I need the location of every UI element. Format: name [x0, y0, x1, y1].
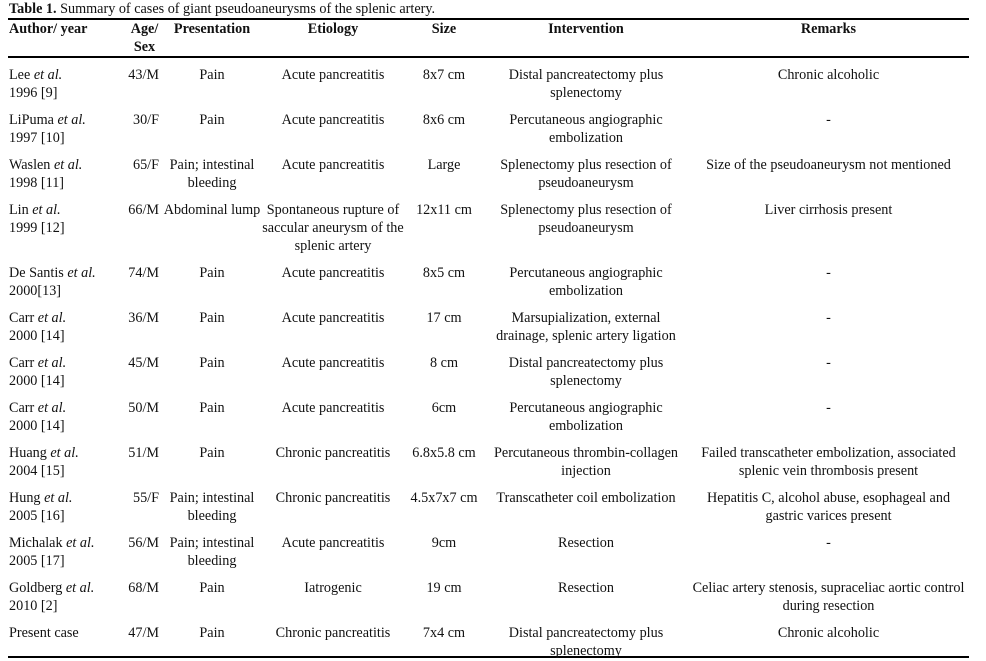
- header-presentation: Presentation: [173, 21, 251, 37]
- author-name: Carr: [9, 355, 35, 371]
- author-year: 1997 [10]: [9, 130, 65, 146]
- author-year: 2005 [16]: [9, 508, 65, 524]
- cell-etiology: Chronic pancreatitis: [275, 490, 391, 506]
- cell-size: Large: [427, 157, 461, 173]
- author-name: Waslen: [9, 157, 51, 173]
- cell-etiology: Chronic pancreatitis: [275, 445, 391, 461]
- cell-etiology: Acute pancreatitis: [281, 265, 385, 281]
- cell-age-sex: 68/M: [128, 580, 159, 596]
- author-etal: et al.: [46, 445, 79, 461]
- cell-author: [8, 103, 122, 148]
- cell-remarks: Size of the pseudoaneurysm not mentioned: [706, 157, 951, 173]
- author-name: Present case: [9, 625, 79, 641]
- author-etal: et al.: [34, 400, 67, 416]
- author-etal: et al.: [28, 202, 61, 218]
- cell-presentation: Pain: [199, 445, 225, 461]
- cell-remarks: Failed transcatheter embolization, associated splenic vein thrombosis present: [701, 445, 956, 479]
- table-row: [8, 391, 969, 436]
- author-name: Goldberg: [9, 580, 63, 596]
- author-etal: et al.: [63, 265, 96, 281]
- table-row: [8, 256, 969, 301]
- cell-intervention: Distal pancreatectomy plus splenectomy: [508, 67, 664, 101]
- author-year: 2005 [17]: [9, 553, 65, 569]
- cell-etiology: Acute pancreatitis: [281, 535, 385, 551]
- cell-presentation: Pain: [199, 265, 225, 281]
- cell-presentation: Pain: [199, 580, 225, 596]
- cell-age-sex: 51/M: [128, 445, 159, 461]
- cell-remarks: -: [826, 265, 831, 281]
- cell-presentation: Pain; intestinal bleeding: [169, 490, 255, 524]
- cell-presentation: Pain; intestinal bleeding: [169, 535, 255, 569]
- cell-size: 6cm: [431, 400, 457, 416]
- author-year: 1998 [11]: [9, 175, 65, 191]
- table-row: [8, 616, 969, 661]
- cell-age-sex: 56/M: [128, 535, 159, 551]
- cell-remarks: Celiac artery stenosis, supraceliac aortic control during resection: [692, 580, 965, 614]
- cell-intervention: Percutaneous angiographic embolization: [509, 112, 663, 146]
- author-etal: et al.: [62, 580, 95, 596]
- author-name: Lin: [9, 202, 29, 218]
- cell-author: [8, 346, 122, 391]
- cell-author: [8, 481, 122, 526]
- cell-intervention: Marsupialization, external drainage, splenic artery ligation: [496, 310, 676, 344]
- cell-age-sex: 45/M: [128, 355, 159, 371]
- cell-size: 17 cm: [426, 310, 462, 326]
- cell-age-sex: 47/M: [128, 625, 159, 641]
- author-year: 1999 [12]: [9, 220, 65, 236]
- cell-intervention: Percutaneous thrombin-collagen injection: [494, 445, 678, 479]
- cell-remarks: Hepatitis C, alcohol abuse, esophageal and gastric varices present: [706, 490, 951, 524]
- cell-remarks: Chronic alcoholic: [777, 625, 880, 641]
- cell-author: [8, 571, 122, 616]
- cell-age-sex: 65/F: [132, 157, 159, 173]
- table-label: Table 1.: [9, 1, 57, 17]
- author-year: 2000 [14]: [9, 328, 65, 344]
- cell-remarks: Liver cirrhosis present: [764, 202, 893, 218]
- author-name: Hung: [9, 490, 41, 506]
- cell-etiology: Chronic pancreatitis: [275, 625, 391, 641]
- author-year: 1996 [9]: [9, 85, 58, 101]
- cell-size: 8x6 cm: [422, 112, 466, 128]
- cell-size: 8x5 cm: [422, 265, 466, 281]
- table-row: [8, 103, 969, 148]
- cell-author: [8, 58, 122, 103]
- cell-presentation: Abdominal lump: [163, 202, 261, 218]
- cell-presentation: Pain: [199, 310, 225, 326]
- cell-intervention: Transcatheter coil embolization: [496, 490, 676, 506]
- header-etiology: Etiology: [307, 21, 359, 37]
- cell-intervention: Distal pancreatectomy plus splenectomy: [508, 355, 664, 389]
- cell-etiology: Acute pancreatitis: [281, 310, 385, 326]
- cell-presentation: Pain: [199, 112, 225, 128]
- cell-author: [8, 391, 122, 436]
- cell-author: [8, 526, 122, 571]
- table-row: [8, 526, 969, 571]
- table-row: [8, 346, 969, 391]
- table-body: [8, 58, 969, 661]
- table-row: [8, 481, 969, 526]
- cell-etiology: Acute pancreatitis: [281, 67, 385, 83]
- cell-age-sex: 74/M: [128, 265, 159, 281]
- cell-etiology: Acute pancreatitis: [281, 157, 385, 173]
- table-row: [8, 301, 969, 346]
- cell-intervention: Splenectomy plus resection of pseudoaneurysm: [500, 157, 672, 191]
- cell-author: [8, 616, 122, 661]
- summary-table: [8, 19, 969, 661]
- cell-remarks: -: [826, 400, 831, 416]
- cell-intervention: Percutaneous angiographic embolization: [509, 400, 663, 434]
- author-year: 2000[13]: [9, 283, 62, 299]
- cell-size: 19 cm: [426, 580, 462, 596]
- author-name: LiPuma: [9, 112, 54, 128]
- cell-age-sex: 30/F: [132, 112, 159, 128]
- cell-size: 8x7 cm: [422, 67, 466, 83]
- header-age-sex: Age/ Sex: [130, 21, 159, 55]
- cell-presentation: Pain: [199, 67, 225, 83]
- author-name: Huang: [9, 445, 47, 461]
- author-etal: et al.: [53, 112, 86, 128]
- author-name: Carr: [9, 310, 35, 326]
- author-etal: et al.: [34, 310, 67, 326]
- author-etal: et al.: [50, 157, 83, 173]
- cell-etiology: Acute pancreatitis: [281, 355, 385, 371]
- cell-etiology: Spontaneous rupture of saccular aneurysm of the splenic artery: [262, 202, 404, 254]
- cell-etiology: Iatrogenic: [304, 580, 362, 596]
- author-name: Michalak: [9, 535, 63, 551]
- header-remarks: Remarks: [800, 21, 857, 37]
- cell-author: [8, 301, 122, 346]
- table-caption-text: Summary of cases of giant pseudoaneurysms of the splenic artery.: [56, 1, 436, 17]
- cell-age-sex: 36/M: [128, 310, 159, 326]
- cell-remarks: Chronic alcoholic: [777, 67, 880, 83]
- author-etal: et al.: [62, 535, 95, 551]
- cell-etiology: Acute pancreatitis: [281, 400, 385, 416]
- author-name: Lee: [9, 67, 31, 83]
- cell-size: 6.8x5.8 cm: [412, 445, 476, 461]
- header-row: [8, 19, 969, 58]
- author-year: 2010 [2]: [9, 598, 58, 614]
- cell-intervention: Percutaneous angiographic embolization: [509, 265, 663, 299]
- cell-intervention: Resection: [558, 535, 614, 551]
- cell-presentation: Pain; intestinal bleeding: [169, 157, 255, 191]
- cell-age-sex: 43/M: [128, 67, 159, 83]
- author-etal: et al.: [30, 67, 63, 83]
- cell-intervention: Distal pancreatectomy plus splenectomy: [508, 625, 664, 659]
- cell-size: 7x4 cm: [422, 625, 466, 641]
- author-name: Carr: [9, 400, 35, 416]
- cell-size: 4.5x7x7 cm: [410, 490, 478, 506]
- cell-author: [8, 436, 122, 481]
- cell-presentation: Pain: [199, 625, 225, 641]
- cell-remarks: -: [826, 310, 831, 326]
- cell-age-sex: 66/M: [128, 202, 159, 218]
- cell-author: [8, 148, 122, 193]
- header-size: Size: [431, 21, 457, 37]
- cell-remarks: -: [826, 355, 831, 371]
- table-row: [8, 58, 969, 103]
- cell-intervention: Splenectomy plus resection of pseudoaneurysm: [500, 202, 672, 236]
- cell-author: [8, 256, 122, 301]
- cell-presentation: Pain: [199, 355, 225, 371]
- table-caption: [9, 1, 435, 18]
- author-etal: et al.: [34, 355, 67, 371]
- table-row: [8, 148, 969, 193]
- cell-remarks: -: [826, 112, 831, 128]
- table-row: [8, 571, 969, 616]
- cell-presentation: Pain: [199, 400, 225, 416]
- cell-age-sex: 55/F: [132, 490, 159, 506]
- cell-size: 8 cm: [430, 355, 458, 371]
- cell-size: 12x11 cm: [416, 202, 472, 218]
- cell-size: 9cm: [431, 535, 457, 551]
- cell-remarks: -: [826, 535, 831, 551]
- table-row: [8, 436, 969, 481]
- cell-intervention: Resection: [558, 580, 614, 596]
- header-intervention: Intervention: [548, 21, 624, 37]
- author-year: 2000 [14]: [9, 418, 65, 434]
- header-author: Author/ year: [9, 21, 88, 37]
- cell-age-sex: 50/M: [128, 400, 159, 416]
- cell-etiology: Acute pancreatitis: [281, 112, 385, 128]
- cell-author: [8, 193, 122, 256]
- table-row: [8, 193, 969, 256]
- author-name: De Santis: [9, 265, 64, 281]
- author-year: 2004 [15]: [9, 463, 65, 479]
- author-year: 2000 [14]: [9, 373, 65, 389]
- author-etal: et al.: [40, 490, 73, 506]
